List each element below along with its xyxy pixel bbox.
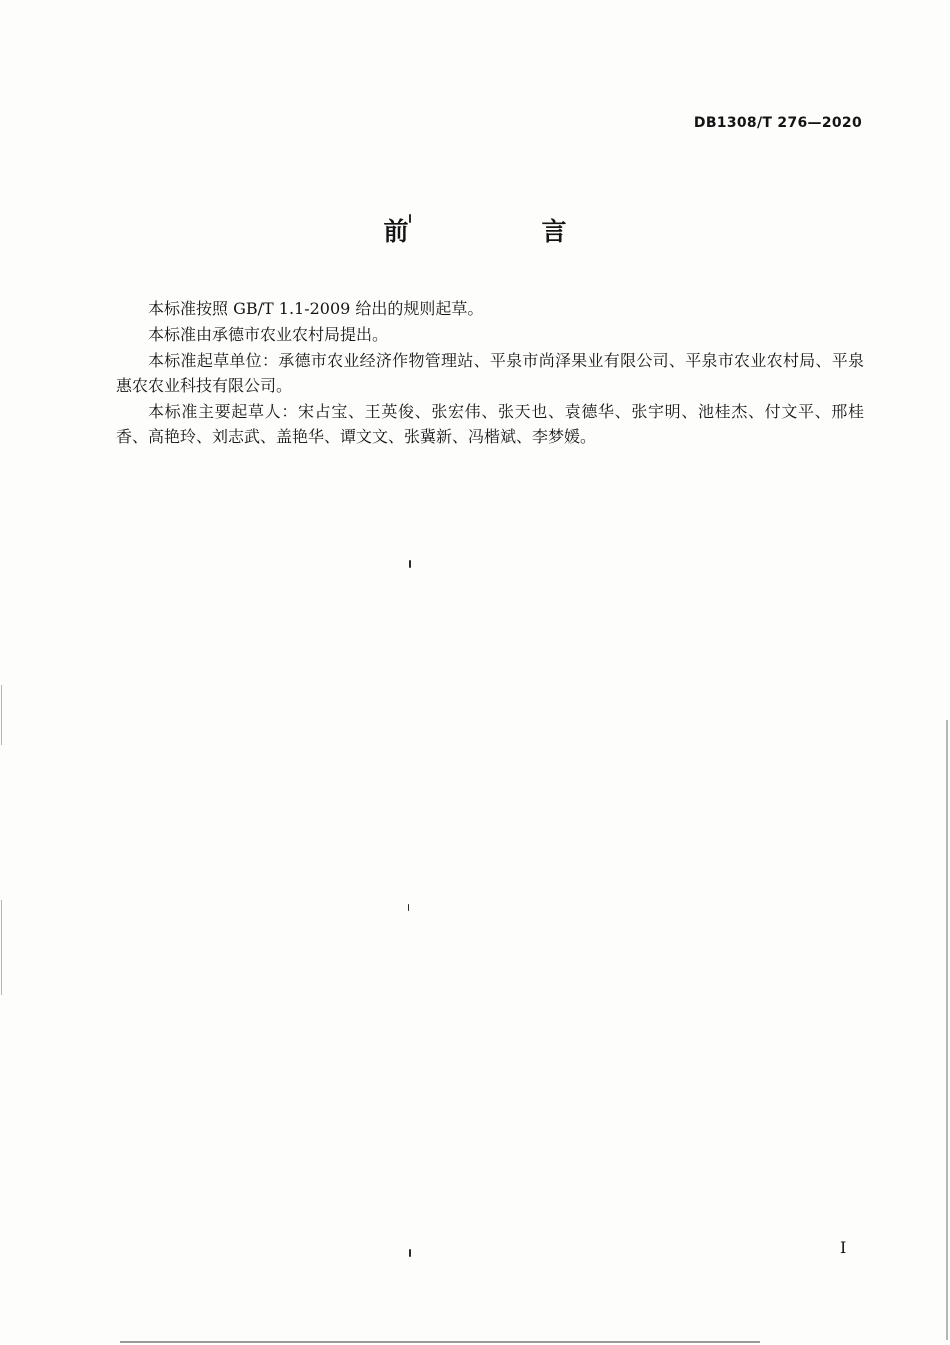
standard-code: DB1308/T 276—2020 (693, 115, 862, 131)
scan-artifact (409, 1249, 411, 1257)
paragraph-drafting-rules: 本标准按照 GB/T 1.1-2009 给出的规则起草。 (148, 299, 484, 318)
scan-edge-left (1, 900, 2, 995)
scan-edge-right (946, 720, 948, 1340)
scan-artifact (408, 904, 409, 911)
scan-edge-left (1, 685, 2, 745)
paragraph-drafting-units: 本标准起草单位：承德市农业经济作物管理站、平泉市尚泽果业有限公司、平泉市农业农村局、平泉惠农农业科技有限公司。 (116, 351, 864, 395)
scan-edge-bottom (120, 1341, 760, 1343)
page-title: 前 言 (383, 217, 621, 246)
foreword-body (116, 296, 864, 450)
paragraph-drafters: 本标准主要起草人：宋占宝、王英俊、张宏伟、张天也、袁德华、张宇明、池桂杰、付文平、邢桂香、高艳玲、刘志武、盖艳华、谭文文、张冀新、冯楷斌、李梦媛。 (116, 402, 864, 446)
paragraph-proposer: 本标准由承德市农业农村局提出。 (148, 325, 389, 344)
page-number: I (840, 1238, 847, 1257)
scan-artifact (409, 560, 411, 568)
